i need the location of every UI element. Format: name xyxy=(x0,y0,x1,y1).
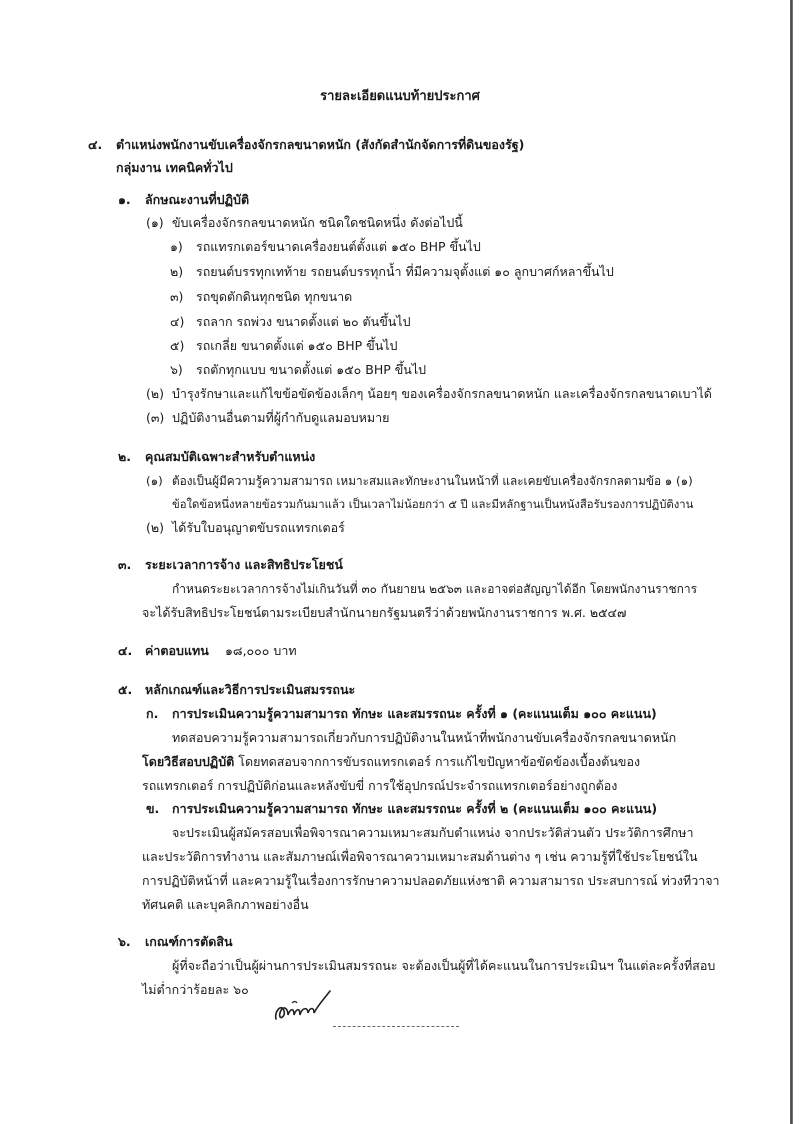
compensation-value: ๑๘,๐๐๐ บาท xyxy=(225,643,297,658)
s5-part-b-line-3: การปฏิบัติหน้าที่ และความรู้ในเรื่องการรักษาความปลอดภัยแห่งชาติ ความสามารถ ประสบการณ์ ท่วงทีวาจา xyxy=(142,873,720,888)
document-title: รายละเอียดแนบท้ายประกาศ xyxy=(320,89,480,104)
s1-item-1-text: ขับเครื่องจักรกลขนาดหนัก ชนิดใดชนิดหนึ่ง ดังต่อไปนี้ xyxy=(172,215,463,230)
s2-item-1-text: ต้องเป็นผู้มีความรู้ความสามารถ เหมาะสมและทักษะงานในหน้าที่ และเคยขับเครื่องจักรกลตามข้อ ๑ (๑) xyxy=(172,474,693,488)
section-5-heading: หลักเกณฑ์และวิธีการประเมินสมรรถนะ xyxy=(145,682,356,697)
s5-part-b-label: ข. xyxy=(146,801,160,816)
s5-part-b-heading: การประเมินความรู้ความสามารถ ทักษะ และสมรรถนะ ครั้งที่ ๒ (คะแนนเต็ม ๑๐๐ คะแนน) xyxy=(172,801,658,816)
section-1-number: ๑. xyxy=(118,192,131,207)
section-3-number: ๓. xyxy=(118,557,132,572)
position-number: ๔. xyxy=(88,137,103,152)
s1-subitem-6-label: ๖) xyxy=(170,362,183,377)
s6-line-2: ไม่ต่ำกว่าร้อยละ ๖๐ xyxy=(142,982,249,997)
s5-part-b-line-1: จะประเมินผู้สมัครสอบเพื่อพิจารณาความเหมาะสมกับตำแหน่ง จากประวัติส่วนตัว ประวัติการศึกษา xyxy=(172,825,694,840)
section-6-heading: เกณฑ์การตัดสิน xyxy=(145,934,233,949)
s2-item-2-label: (๒) xyxy=(146,520,164,535)
s5-part-a-line-2-bold: โดยวิธีสอบปฏิบัติ xyxy=(142,754,235,769)
section-5-number: ๕. xyxy=(118,682,133,697)
s1-subitem-2-text: รถยนต์บรรทุกเทท้าย รถยนต์บรรทุกน้ำ ที่มีความจุตั้งแต่ ๑๐ ลูกบาศก์หลาขึ้นไป xyxy=(196,264,614,279)
s1-subitem-1-label: ๑) xyxy=(170,239,183,254)
s1-subitem-3-label: ๓) xyxy=(170,289,184,304)
s1-subitem-5-text: รถเกลี่ย ขนาดตั้งแต่ ๑๕๐ BHP ขึ้นไป xyxy=(196,338,398,353)
s2-item-1-continuation: ข้อใดข้อหนึ่งหลายข้อรวมกันมาแล้ว เป็นเวลาไม่น้อยกว่า ๕ ปี และมีหลักฐานเป็นหนังสือรับรองการปฏิบัติงาน xyxy=(172,498,694,511)
signature-icon xyxy=(270,985,360,1025)
section-4-number: ๔. xyxy=(118,643,133,658)
s1-subitem-2-label: ๒) xyxy=(170,264,184,279)
s1-subitem-1-text: รถแทรกเตอร์ขนาดเครื่องยนต์ตั้งแต่ ๑๕๐ BHP ขึ้นไป xyxy=(196,239,481,254)
s1-item-1-label: (๑) xyxy=(146,215,164,230)
position-name: ตำแหน่งพนักงานขับเครื่องจักรกลขนาดหนัก (สังกัดสำนักจัดการที่ดินของรัฐ) xyxy=(116,137,525,152)
s1-subitem-6-text: รถตักทุกแบบ ขนาดตั้งแต่ ๑๕๐ BHP ขึ้นไป xyxy=(196,362,427,377)
section-3-heading: ระยะเวลาการจ้าง และสิทธิประโยชน์ xyxy=(145,557,343,572)
s5-part-a-label: ก. xyxy=(146,706,159,721)
s5-part-a-line-1: ทดสอบความรู้ความสามารถเกี่ยวกับการปฏิบัติงานในหน้าที่พนักงานขับเครื่องจักรกลขนาดหนัก xyxy=(172,730,677,745)
section-2-heading: คุณสมบัติเฉพาะสำหรับตำแหน่ง xyxy=(145,449,316,464)
s3-paragraph-line-2: จะได้รับสิทธิประโยชน์ตามระเบียบสำนักนายกรัฐมนตรีว่าด้วยพนักงานราชการ พ.ศ. ๒๕๔๗ xyxy=(142,605,627,620)
s5-part-b-line-2: และประวัติการทำงาน และสัมภาษณ์เพื่อพิจารณาความเหมาะสมด้านต่าง ๆ เช่น ความรู้ที่ใช้ประโยชน์ใน xyxy=(142,849,698,864)
section-4-heading: ค่าตอบแทน xyxy=(145,643,209,658)
s1-item-3-label: (๓) xyxy=(146,410,165,425)
s6-line-1: ผู้ที่จะถือว่าเป็นผู้ผ่านการประเมินสมรรถนะ จะต้องเป็นผู้ที่ได้คะแนนในการประเมินฯ ในแต่ละครั้งที่สอบ xyxy=(172,958,716,973)
s1-subitem-4-label: ๔) xyxy=(170,314,185,329)
s1-item-2-label: (๒) xyxy=(146,386,164,401)
s3-paragraph-line-1: กำหนดระยะเวลาการจ้างไม่เกินวันที่ ๓๐ กันยายน ๒๕๖๓ และอาจต่อสัญญาได้อีก โดยพนักงานราชการ xyxy=(172,582,698,596)
s5-part-a-line-2-rest: โดยทดสอบจากการขับรถแทรกเตอร์ การแก้ไขปัญหาข้อขัดข้องเบื้องต้นของ xyxy=(234,754,641,769)
s2-item-1-label: (๑) xyxy=(146,474,163,488)
s1-subitem-3-text: รถขุดตักดินทุกชนิด ทุกขนาด xyxy=(196,289,353,304)
signature-line xyxy=(333,1026,459,1027)
s5-part-a-line-2 xyxy=(142,754,640,770)
s1-subitem-5-label: ๕) xyxy=(170,338,185,353)
section-2-number: ๒. xyxy=(118,449,131,464)
s5-part-a-line-3: รถแทรกเตอร์ การปฏิบัติก่อนและหลังขับขี่ การใช้อุปกรณ์ประจำรถแทรกเตอร์อย่างถูกต้อง xyxy=(142,778,618,793)
scan-edge-artifact xyxy=(790,0,793,1124)
s5-part-b-line-4: ทัศนคติ และบุคลิกภาพอย่างอื่น xyxy=(142,897,309,912)
section-1-heading: ลักษณะงานที่ปฏิบัติ xyxy=(145,192,250,207)
s1-subitem-4-text: รถลาก รถพ่วง ขนาดตั้งแต่ ๒๐ ตันขึ้นไป xyxy=(196,314,411,329)
position-group: กลุ่มงาน เทคนิคทั่วไป xyxy=(116,160,233,175)
s1-item-3-text: ปฏิบัติงานอื่นตามที่ผู้กำกับดูแลมอบหมาย xyxy=(172,410,390,425)
s2-item-2-text: ได้รับใบอนุญาตขับรถแทรกเตอร์ xyxy=(172,520,345,535)
section-6-number: ๖. xyxy=(118,934,131,949)
s5-part-a-heading: การประเมินความรู้ความสามารถ ทักษะ และสมรรถนะ ครั้งที่ ๑ (คะแนนเต็ม ๑๐๐ คะแนน) xyxy=(172,706,657,721)
s1-item-2-text: บำรุงรักษาและแก้ไขข้อขัดข้องเล็กๆ น้อยๆ ของเครื่องจักรกลขนาดหนัก และเครื่องจักรกลขนาดเบาได้ xyxy=(172,386,712,401)
